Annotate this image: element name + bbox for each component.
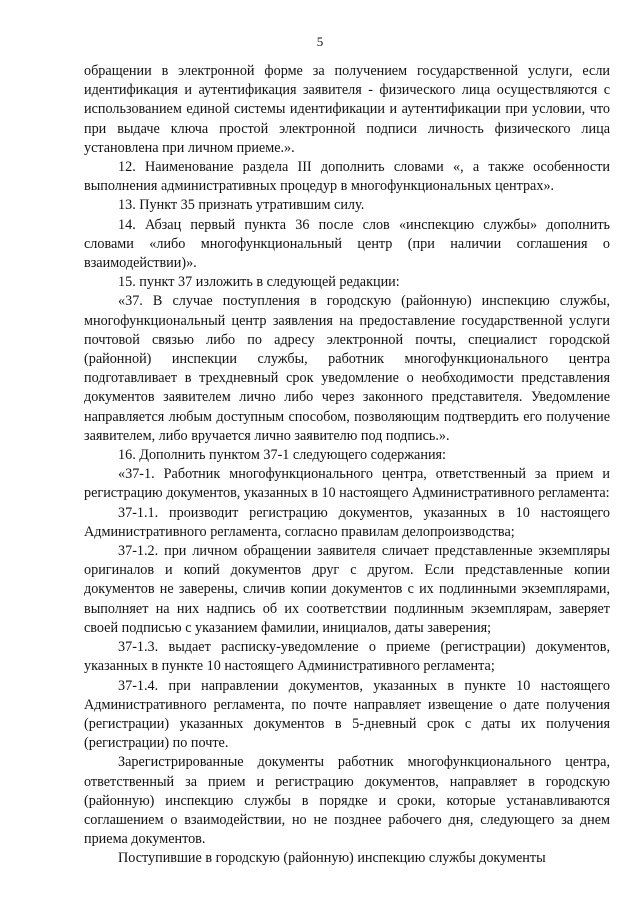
- paragraph-clause-37-1-2: 37-1.2. при личном обращении заявителя сличает представленные экземпляры оригиналов и копий документов друг с другом. Если представленные копии документов не заверены, сличив копии документов с их подлинными экземплярами, выполняет на них надпись об их соответствии подлинным экземплярам, заверяет своей подписью с указанием фамилии, инициалов, даты заверения;: [84, 543, 610, 636]
- paragraph-item-15: 15. пункт 37 изложить в следующей редакции:: [118, 274, 400, 291]
- paragraph-continuation: обращении в электронной форме за получением государственной услуги, если идентификация и аутентификация заявителя - физического лица осуществляются с использованием единой системы идентификации и аутентификации при условии, что при выдаче ключа простой электронной подписи личность физического лица установлена при личном приеме.».: [84, 63, 610, 156]
- paragraph-item-13: 13. Пункт 35 признать утратившим силу.: [118, 197, 365, 214]
- paragraph-received-documents: Поступившие в городскую (районную) инспекцию службы документы: [118, 850, 546, 867]
- paragraph-clause-37-1-1: 37-1.1. производит регистрацию документов, указанных в 10 настоящего Административного регламента, согласно правилам делопроизводства;: [84, 504, 610, 540]
- paragraph-clause-37: «37. В случае поступления в городскую (районную) инспекцию службы, многофункциональный центр заявления на предоставление государственной услуги почтовой связью либо по адресу электронной почты, специалист городской (районной) инспекции службы, работник многофункционального центра подготавливает в трехдневный срок уведомление о необходимости представления документов заявителем лично либо через законного представителя. Уведомление направляется любым доступным способом, позволяющим подтвердить его получение заявителем, либо вручается лично заявителю под подпись.».: [84, 293, 610, 444]
- paragraph-item-12: 12. Наименование раздела III дополнить словами «, а также особенности выполнения административных процедур в многофункциональных центрах».: [84, 159, 610, 195]
- document-body: [84, 62, 610, 869]
- paragraph-item-14: 14. Абзац первый пункта 36 после слов «инспекцию службы» дополнить словами «либо многофункциональный центр (при наличии соглашения о взаимодействии)».: [84, 216, 610, 272]
- paragraph-clause-37-1: «37-1. Работник многофункционального центра, ответственный за прием и регистрацию документов, указанных в 10 настоящего Административного регламента:: [84, 466, 610, 502]
- paragraph-item-16: 16. Дополнить пунктом 37-1 следующего содержания:: [118, 447, 447, 464]
- page-number: 5: [316, 34, 324, 49]
- paragraph-clause-37-1-3: 37-1.3. выдает расписку-уведомление о приеме (регистрации) документов, указанных в пункте 10 настоящего Административного регламента;: [84, 639, 610, 675]
- paragraph-registered-documents: Зарегистрированные документы работник многофункционального центра, ответственный за прием и регистрацию документов, направляет в городскую (районную) инспекцию службы в порядке и сроки, которые устанавливаются соглашением о взаимодействии, но не позднее рабочего дня, следующего за днем приема документов.: [84, 754, 610, 848]
- paragraph-clause-37-1-4: 37-1.4. при направлении документов, указанных в пункте 10 настоящего Административного регламента, по почте направляет извещение о дате получения (регистрации) указанных документов в 5-дневный срок с даты их получения (регистрации) по почте.: [84, 677, 610, 752]
